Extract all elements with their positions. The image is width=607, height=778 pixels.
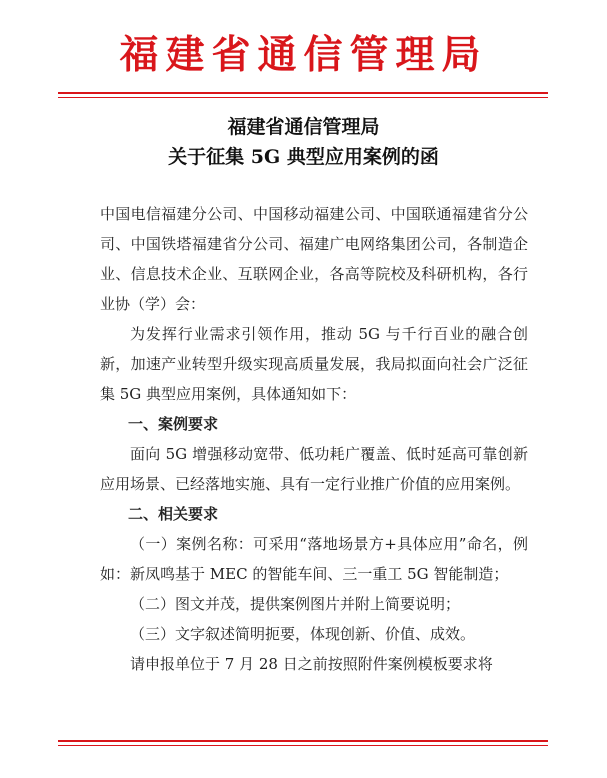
document-body [100, 199, 528, 679]
section-1-text: 面向 5G 增强移动宽带、低功耗广覆盖、低时延高可靠创新应用场景、已经落地实施、具有一定行业推广价值的应用案例。 [100, 445, 528, 493]
section-2-heading: 二、相关要求 [128, 505, 219, 523]
section-2-item-3: （三）文字叙述简明扼要，体现创新、价值、成效。 [130, 625, 476, 643]
masthead-divider [58, 92, 548, 98]
addressee-paragraph: 中国电信福建分公司、中国移动福建公司、中国联通福建省分公司、中国铁塔福建省分公司、福建广电网络集团公司，各制造企业、信息技术企业、互联网企业，各高等院校及科研机构，各行业协（学）会： [100, 205, 528, 313]
document-title-line-1: 福建省通信管理局 [227, 116, 380, 138]
closing-paragraph: 请申报单位于 7 月 28 日之前按照附件案例模板要求将 [130, 655, 493, 673]
section-2-item-2: （二）图文并茂，提供案例图片并附上简要说明； [130, 595, 461, 613]
intro-paragraph: 为发挥行业需求引领作用，推动 5G 与千行百业的融合创新，加速产业转型升级实现高质量发展，我局拟面向社会广泛征集 5G 典型应用案例，具体通知如下： [100, 325, 528, 403]
document-title-line-2: 关于征集 5G 典型应用案例的函 [168, 146, 439, 168]
section-1-heading: 一、案例要求 [128, 415, 219, 433]
section-2-item-1: （一）案例名称：可采用“落地场景方+具体应用”命名，例如：新凤鸣基于 MEC 的智能车间、三一重工 5G 智能制造； [100, 535, 528, 583]
masthead: 福建省通信管理局 [119, 32, 488, 78]
footer-divider [58, 740, 548, 746]
